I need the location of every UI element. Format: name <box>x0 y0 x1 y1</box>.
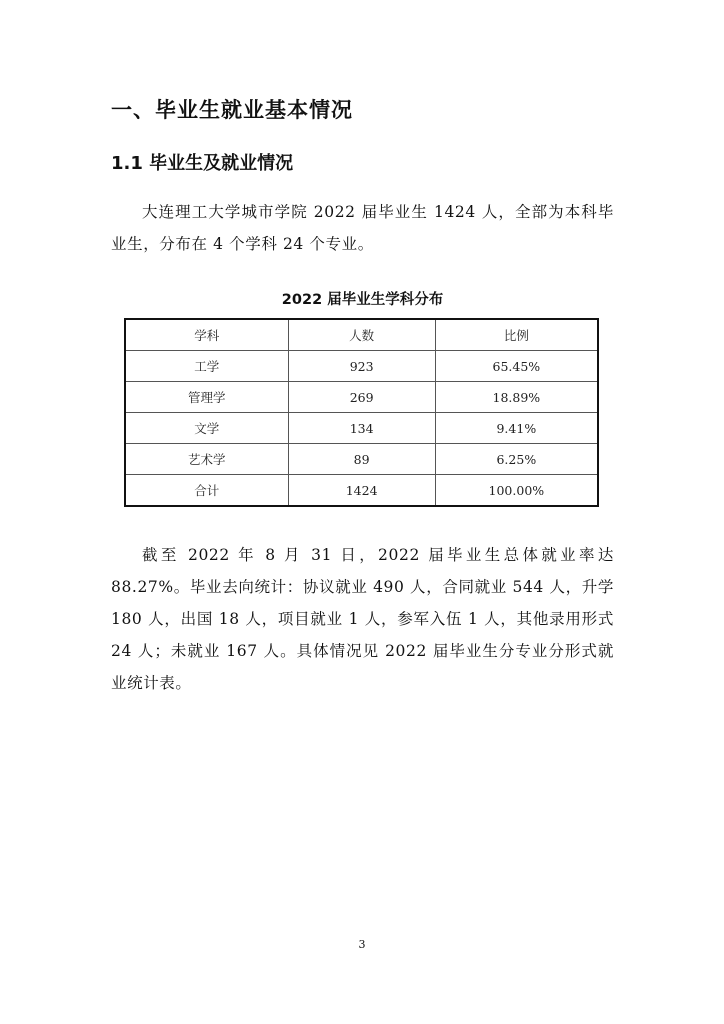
discipline-distribution-table <box>124 318 599 507</box>
cell-discipline: 工学 <box>125 351 288 382</box>
table-caption: 2022 届毕业生学科分布 <box>281 292 444 308</box>
table-row <box>125 351 598 382</box>
cell-count: 89 <box>288 444 435 475</box>
table-total-row <box>125 475 598 507</box>
intro-paragraph: 大连理工大学城市学院 2022 届毕业生 1424 人，全部为本科毕业生，分布在 4 个学科 24 个专业。 <box>111 203 614 253</box>
cell-discipline: 管理学 <box>125 382 288 413</box>
cell-count: 1424 <box>288 475 435 507</box>
cell-discipline: 文学 <box>125 413 288 444</box>
table-row <box>125 382 598 413</box>
subsection-heading: 1.1 毕业生及就业情况 <box>111 153 294 174</box>
page-number: 3 <box>358 938 366 951</box>
cell-count: 269 <box>288 382 435 413</box>
cell-count: 923 <box>288 351 435 382</box>
header-discipline: 学科 <box>125 319 288 351</box>
cell-ratio: 65.45% <box>435 351 598 382</box>
cell-ratio: 18.89% <box>435 382 598 413</box>
cell-discipline: 合计 <box>125 475 288 507</box>
section-heading: 一、毕业生就业基本情况 <box>111 98 353 122</box>
cell-ratio: 6.25% <box>435 444 598 475</box>
table-row <box>125 444 598 475</box>
header-ratio: 比例 <box>435 319 598 351</box>
cell-ratio: 9.41% <box>435 413 598 444</box>
cell-count: 134 <box>288 413 435 444</box>
employment-paragraph: 截至 2022 年 8 月 31 日，2022 届毕业生总体就业率达 88.27%。毕业去向统计：协议就业 490 人，合同就业 544 人，升学 180 人，出国 18 人，项目就业 1 人，参军入伍 1 人，其他录用形式 24 人；未就业 167 人。具体情况见 2022 届毕业生分专业分形式就业统计表。 <box>111 546 614 692</box>
table-row <box>125 413 598 444</box>
header-count: 人数 <box>288 319 435 351</box>
cell-discipline: 艺术学 <box>125 444 288 475</box>
cell-ratio: 100.00% <box>435 475 598 507</box>
table-header-row <box>125 319 598 351</box>
